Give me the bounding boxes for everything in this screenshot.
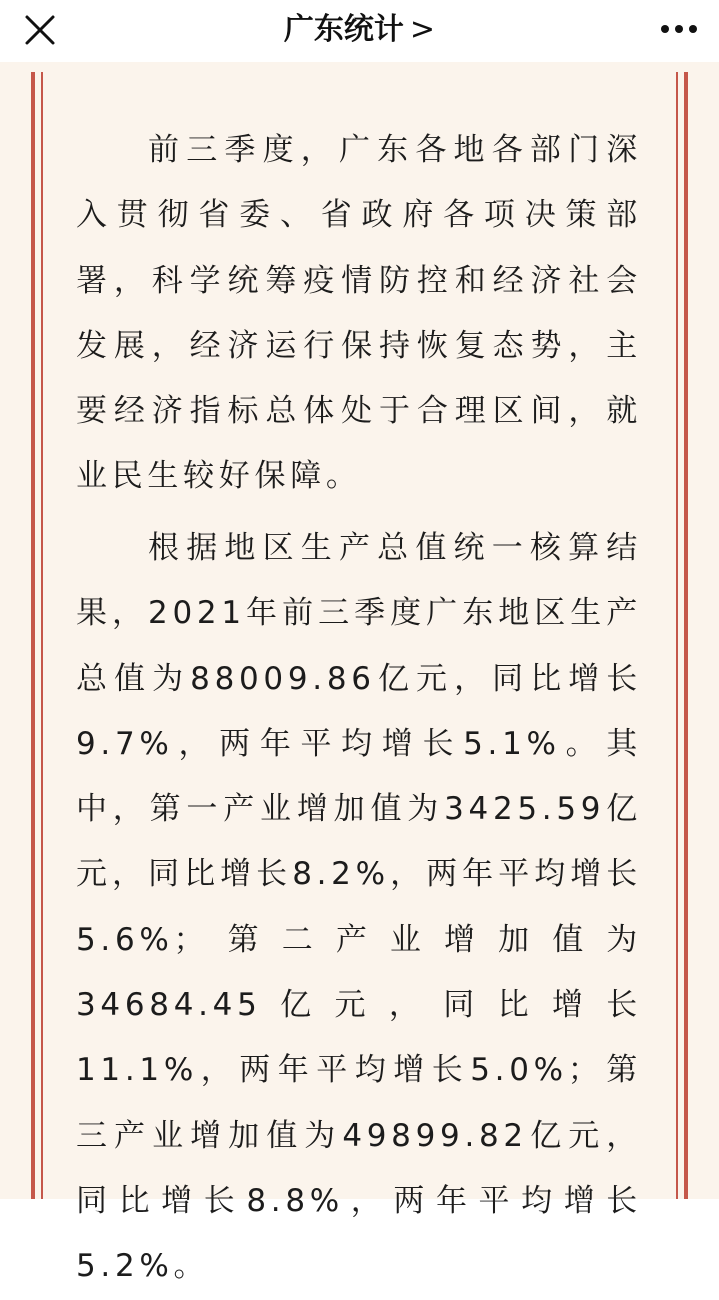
more-button[interactable] <box>657 14 701 44</box>
more-dots-icon <box>657 14 701 44</box>
right-border-inner <box>676 72 678 1199</box>
account-title-link[interactable] <box>0 8 719 52</box>
paragraph-summary: 前三季度，广东各地各部门深入贯彻省委、省政府各项决策部署，科学统筹疫情防控和经济社会发展，经济运行保持恢复态势，主要经济指标总体处于合理区间，就业民生较好保障。 <box>76 132 642 495</box>
left-border-inner <box>41 72 43 1199</box>
account-title: 广东统计 <box>283 12 404 47</box>
left-border-outer <box>31 72 35 1199</box>
top-navigation-bar <box>0 0 719 62</box>
chevron-right-icon: > <box>409 12 436 47</box>
article-body <box>0 62 719 1285</box>
right-border-outer <box>684 72 688 1199</box>
paragraph-gdp-figures: 根据地区生产总值统一核算结果，2021年前三季度广东地区生产总值为88009.86亿元，同比增长9.7%，两年平均增长5.1%。其中，第一产业增加值为3425.59亿元，同比增长8.2%，两年平均增长5.6%；第二产业增加值为34684.45亿元，同比增长11.1%，两年平均增长5.0%；第三产业增加值为49899.82亿元，同比增长8.8%，两年平均增长5.2%。 <box>76 530 642 1285</box>
